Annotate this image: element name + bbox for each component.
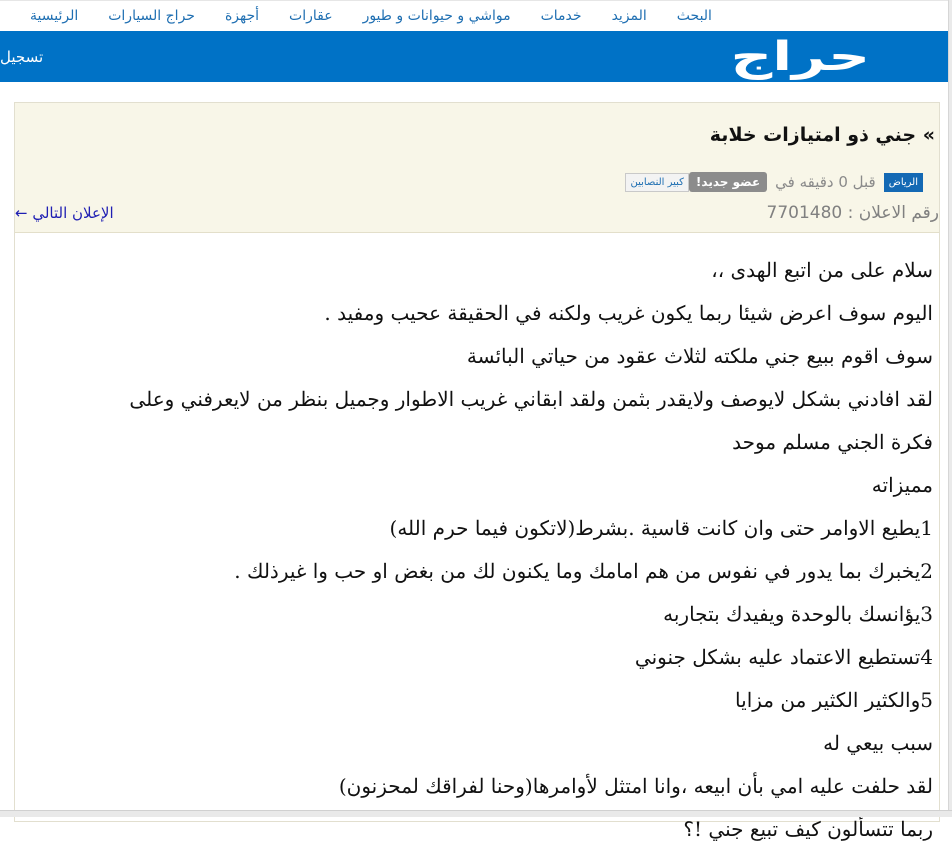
body-line: 5والكثير الكثير من مزايا: [735, 688, 933, 712]
window-edge: [948, 0, 952, 817]
nav-services[interactable]: خدمات: [540, 8, 582, 24]
site-logo[interactable]: حراج: [730, 34, 870, 80]
nav-search[interactable]: البحث: [676, 8, 712, 24]
body-line: سبب بيعي له: [823, 731, 933, 755]
body-line: ربما تتسألون كيف تبيع جني !؟: [683, 817, 933, 841]
top-nav: [0, 0, 952, 31]
nav-more[interactable]: المزيد: [611, 8, 647, 24]
nav-devices[interactable]: أجهزة: [224, 8, 260, 24]
body-line: 4تستطيع الاعتماد عليه بشكل جنوني: [634, 645, 933, 669]
nav-real-estate[interactable]: عقارات: [289, 8, 333, 24]
ad-body: [23, 249, 933, 851]
ad-number: رقم الاعلان : 7701480: [766, 203, 939, 223]
next-ad-link[interactable]: الإعلان التالي ←: [15, 204, 114, 222]
ad-header: [15, 103, 939, 233]
post-time: قبل 0 دقيقه في: [775, 173, 876, 191]
new-member-badge: عضو جديد!: [689, 172, 767, 192]
ad-title: » جني ذو امتيازات خلابة: [709, 124, 935, 146]
user-rank-badge: كبير النصابين: [625, 173, 688, 192]
body-line: مميزاته: [871, 473, 933, 497]
ad-meta: [625, 170, 927, 194]
body-line: سلام على من اتبع الهدى ،،: [711, 258, 933, 282]
body-line: سوف اقوم ببيع جني ملكته لثلاث عقود من حياتي البائسة: [466, 344, 933, 368]
body-line: 3يؤانسك بالوحدة ويفيدك بتجاربه: [663, 602, 933, 626]
body-line: لقد حلفت عليه امي بأن ابيعه ،وانا امتثل لأوامرها(وحنا لفراقك لمحزنون): [338, 774, 933, 798]
nav-livestock[interactable]: مواشي و حيوانات و طيور: [362, 8, 511, 24]
body-line: اليوم سوف اعرض شيئا ربما يكون غريب ولكنه في الحقيقة عحيب ومفيد .: [324, 301, 933, 325]
nav-cars[interactable]: حراج السيارات: [108, 8, 195, 24]
register-link[interactable]: تسجيل: [0, 48, 44, 66]
nav-home[interactable]: الرئيسية: [30, 8, 79, 24]
body-line: فكرة الجني مسلم موحد: [732, 430, 933, 454]
body-line: 1يطيع الاوامر حتى وان كانت قاسية .بشرط(لاتكون فيما حرم الله): [389, 516, 933, 540]
ad-post: [14, 102, 940, 841]
city-badge[interactable]: الرياض: [884, 173, 923, 192]
horizontal-scrollbar[interactable]: [0, 810, 952, 817]
body-line: لقد افادني بشكل لايوصف ولايقدر بثمن ولقد ابقاني غريب الاطوار وجميل بنظر من لايعرفني وعلى: [129, 387, 933, 411]
body-line: 2يخبرك بما يدور في نفوس من هم امامك وما يكنون لك من بغض او حب وا غيرذلك .: [234, 559, 933, 583]
header-banner: [0, 31, 948, 82]
